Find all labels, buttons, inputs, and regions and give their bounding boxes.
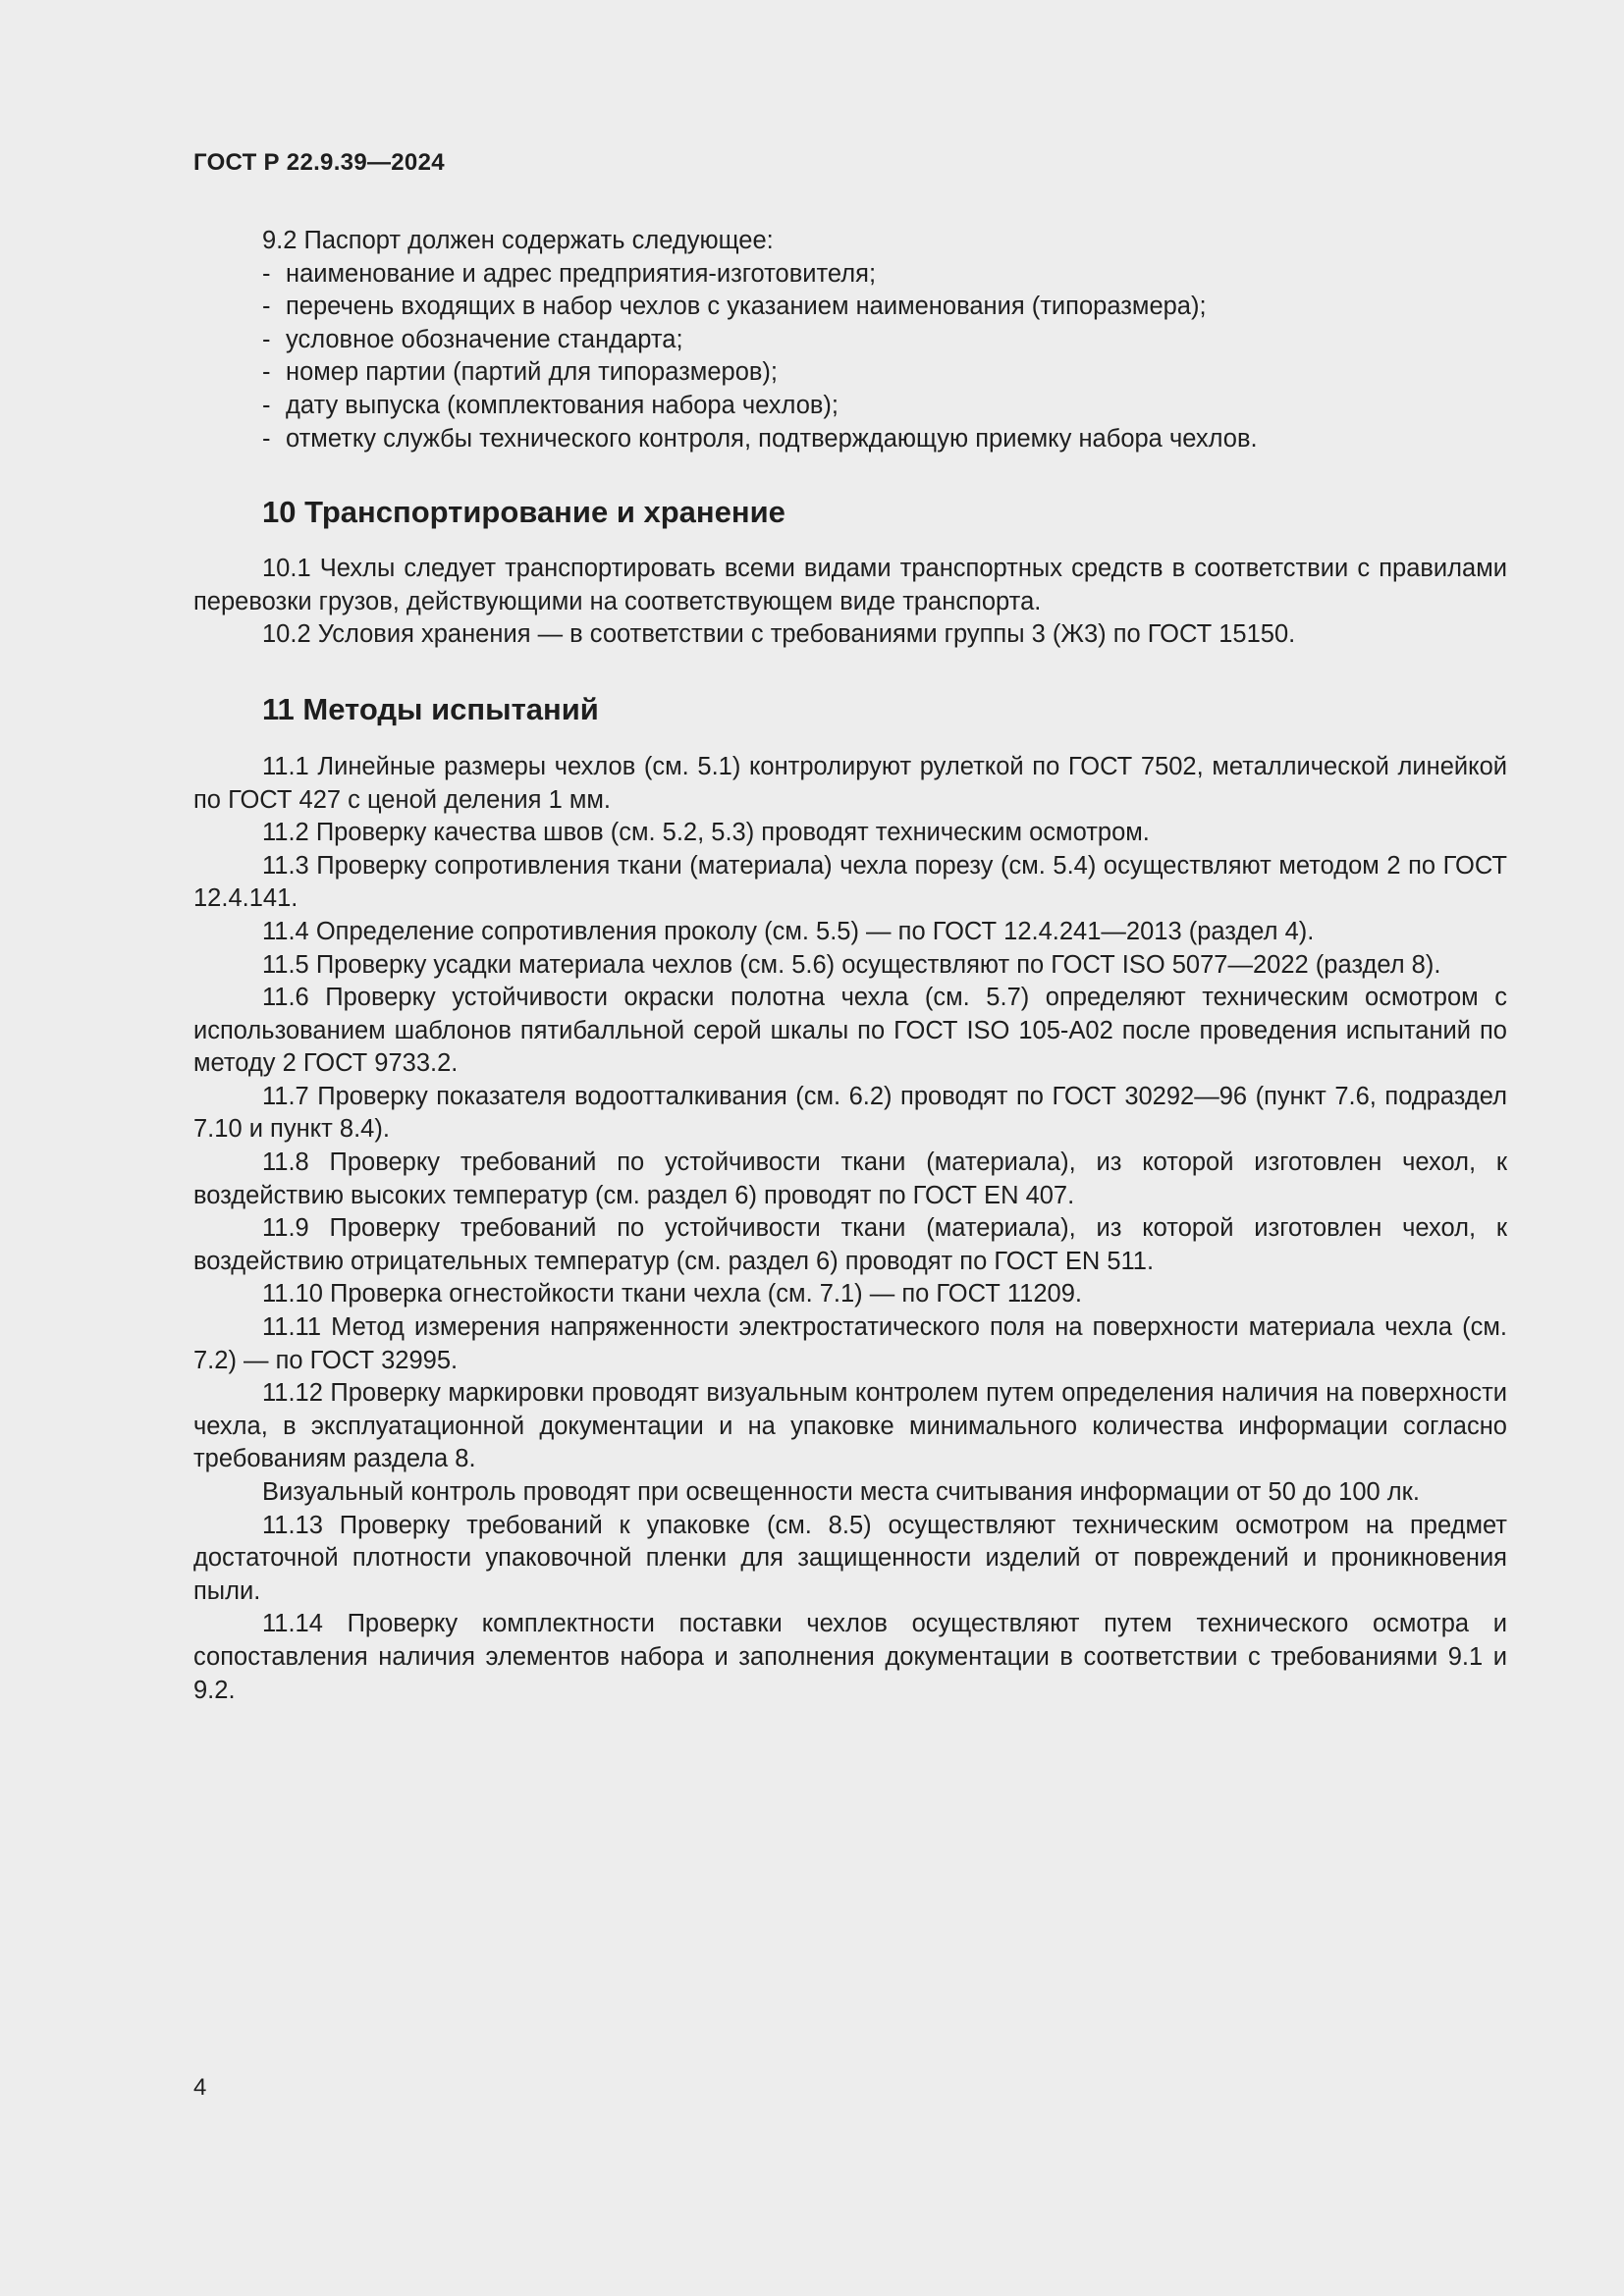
document-body <box>193 225 1507 1707</box>
clause-11-6: 11.6 Проверку устойчивости окраски полотна чехла (см. 5.7) определяют техническим осмотром с использованием шаблонов пятибалльной серой шкалы по ГОСТ ISO 105-A02 после проведения испытаний по методу 2 ГОСТ 9733.2. <box>193 984 1507 1078</box>
clause-11-12-note: Визуальный контроль проводят при освещенности места считывания информации от 50 до 100 лк. <box>262 1478 1420 1506</box>
clause-11-11: 11.11 Метод измерения напряженности электростатического поля на поверхности материала чехла (см. 7.2) — по ГОСТ 32995. <box>193 1313 1507 1374</box>
page-number: 4 <box>193 2074 207 2101</box>
clause-10-1: 10.1 Чехлы следует транспортировать всеми видами транспортных средств в соответствии с правилами перевозки грузов, действующими на соответствующем виде транспорта. <box>193 555 1507 615</box>
clause-11-8: 11.8 Проверку требований по устойчивости ткани (материала), из которой изготовлен чехол, к воздействию высоких температур (см. раздел 6) проводят по ГОСТ EN 407. <box>193 1148 1507 1209</box>
clause-9-2-intro: 9.2 Паспорт должен содержать следующее: <box>262 227 774 254</box>
section-11-heading: 11 Методы испытаний <box>262 691 599 726</box>
list-item: - номер партии (партий для типоразмеров); <box>262 358 778 387</box>
clause-11-12: 11.12 Проверку маркировки проводят визуальным контролем путем определения наличия на поверхности чехла, в эксплуатационной документации и на упаковке минимального количества информации согласно требованиям раздела 8. <box>193 1379 1507 1473</box>
clause-11-7: 11.7 Проверку показателя водоотталкивания (см. 6.2) проводят по ГОСТ 30292—96 (пункт 7.6, подраздел 7.10 и пункт 8.4). <box>193 1082 1507 1144</box>
clause-11-5: 11.5 Проверку усадки материала чехлов (см. 5.6) осуществляют по ГОСТ ISO 5077—2022 (раздел 8). <box>262 950 1441 979</box>
clause-11-13: 11.13 Проверку требований к упаковке (см. 8.5) осуществляют техническим осмотром на предмет достаточной плотности упаковочной пленки для защищенности изделий от повреждений и проникновения пыли. <box>193 1511 1507 1605</box>
section-10-heading: 10 Транспортирование и хранение <box>262 495 785 530</box>
list-item: - перечень входящих в набор чехлов с указанием наименования (типоразмера); <box>262 293 1207 321</box>
list-item: - условное обозначение стандарта; <box>262 325 683 353</box>
clause-11-10: 11.10 Проверка огнестойкости ткани чехла (см. 7.1) — по ГОСТ 11209. <box>262 1280 1082 1308</box>
document-header: ГОСТ Р 22.9.39—2024 <box>193 149 445 176</box>
list-item: - дату выпуска (комплектования набора чехлов); <box>262 391 839 419</box>
clause-11-1: 11.1 Линейные размеры чехлов (см. 5.1) контролируют рулеткой по ГОСТ 7502, металлической линейкой по ГОСТ 427 с ценой деления 1 мм. <box>193 752 1507 814</box>
clause-11-2: 11.2 Проверку качества швов (см. 5.2, 5.3) проводят техническим осмотром. <box>262 819 1150 847</box>
clause-11-3: 11.3 Проверку сопротивления ткани (материала) чехла порезу (см. 5.4) осуществляют методом 2 по ГОСТ 12.4.141. <box>193 851 1507 913</box>
clause-11-9: 11.9 Проверку требований по устойчивости ткани (материала), из которой изготовлен чехол, к воздействию отрицательных температур (см. раздел 6) проводят по ГОСТ EN 511. <box>193 1214 1507 1275</box>
clause-10-2: 10.2 Условия хранения — в соответствии с требованиями группы 3 (Ж3) по ГОСТ 15150. <box>262 620 1296 649</box>
clause-11-4: 11.4 Определение сопротивления проколу (см. 5.5) — по ГОСТ 12.4.241—2013 (раздел 4). <box>262 917 1315 945</box>
list-item: - отметку службы технического контроля, подтверждающую приемку набора чехлов. <box>262 424 1258 453</box>
list-item: - наименование и адрес предприятия-изготовителя; <box>262 259 877 288</box>
clause-11-14: 11.14 Проверку комплектности поставки чехлов осуществляют путем технического осмотра и сопоставления наличия элементов набора и заполнения документации в соответствии с требованиями 9.1 и 9.2. <box>193 1610 1507 1704</box>
